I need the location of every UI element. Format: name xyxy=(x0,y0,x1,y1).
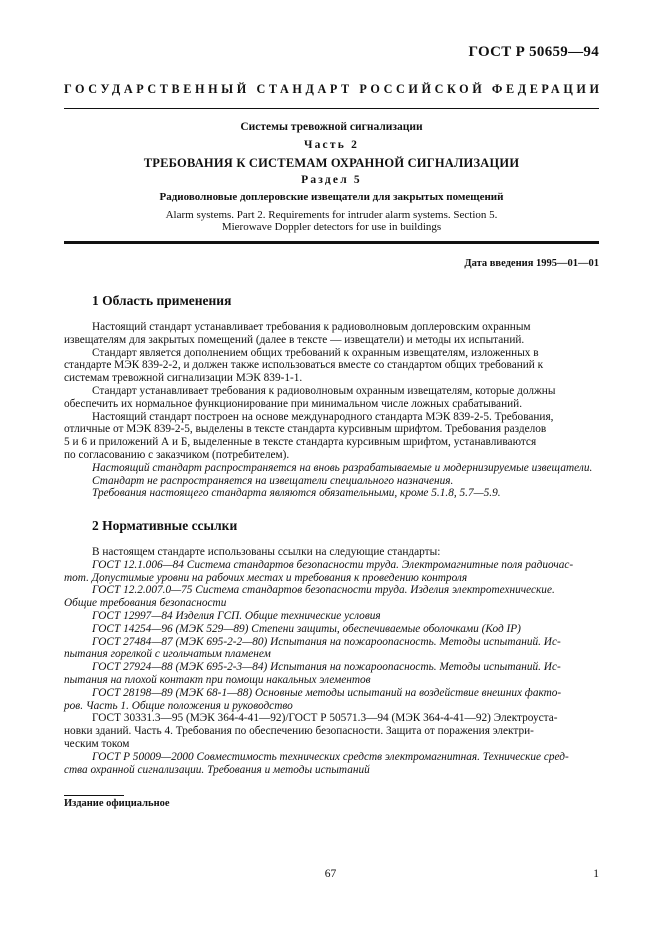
reference-line: ГОСТ 14254—96 (МЭК 529—89) Степени защиты, обеспечиваемые оболочками (Код IP) xyxy=(92,622,521,635)
title-english-line-2: Mierowave Doppler detectors for use in buildings xyxy=(221,221,442,233)
paragraph-line: В настоящем стандарте использованы ссылки на следующие стандарты: xyxy=(92,546,441,558)
paragraph-line: Настоящий стандарт построен на основе международного стандарта МЭК 839-2-5. Требования, xyxy=(92,410,554,423)
paragraph-line: по согласованию с заказчиком (потребителем). xyxy=(64,448,290,461)
edition-divider xyxy=(64,795,124,796)
paragraph-line: Стандарт устанавливает требования к радиоволновым охранным извещателям, которые должны xyxy=(92,384,556,397)
title-requirements: ТРЕБОВАНИЯ К СИСТЕМАМ ОХРАННОЙ СИГНАЛИЗАЦИИ xyxy=(143,156,520,170)
paragraph-line: Настоящий стандарт распространяется на вновь разрабатываемые и модернизируемые извещатели. xyxy=(92,461,593,474)
paragraph-line: Стандарт не распространяется на извещатели специального назначения. xyxy=(92,474,454,487)
title-section: Раздел 5 xyxy=(301,174,362,186)
reference-line: пытания на плохой контакт при помощи накальных элементов xyxy=(64,673,371,686)
reference-line: Общие требования безопасности xyxy=(64,597,227,610)
title-divider xyxy=(64,241,599,244)
introduction-date: Дата введения 1995—01—01 xyxy=(464,258,599,269)
title-systems: Системы тревожной сигнализации xyxy=(240,121,423,133)
reference-line: ГОСТ 12.1.006—84 Система стандартов безопасности труда. Электромагнитные поля радиочас- xyxy=(92,558,574,571)
paragraph-line: отличные от МЭК 839-2-5, выделены в тексте стандарта курсивным шрифтом. Требования разделов xyxy=(64,423,547,436)
paragraph-line: Требования настоящего стандарта являются обязательными, кроме 5.1.8, 5.7—5.9. xyxy=(92,487,501,500)
reference-line: ства охранной сигнализации. Требования и методы испытаний xyxy=(64,763,370,776)
page-number-right: 1 xyxy=(593,868,599,880)
paragraph-line: Стандарт является дополнением общих требований к охранным извещателям, изложенных в xyxy=(92,346,539,359)
paragraph-line: извещателям для закрытых помещений (далее в тексте — извещатели) и методы их испытаний. xyxy=(64,333,525,346)
reference-line: ГОСТ 27484—87 (МЭК 695-2-2—80) Испытания на пожароопасность. Методы испытаний. Ис- xyxy=(92,635,561,648)
paragraph-line: системам тревожной сигнализации МЭК 839-1-1. xyxy=(64,372,303,385)
section-1-body xyxy=(64,321,599,500)
page-number-center: 67 xyxy=(324,868,337,880)
reference-line: новки зданий. Часть 4. Требования по обеспечению безопасности. Защита от поражения электри- xyxy=(64,725,534,738)
reference-line: ГОСТ 30331.3—95 (МЭК 364-4-41—92)/ГОСТ Р 50571.3—94 (МЭК 364-4-41—92) Электроуста- xyxy=(92,712,558,725)
section-2-body xyxy=(64,546,599,776)
section-2-title: 2 Нормативные ссылки xyxy=(92,518,238,533)
reference-line: ГОСТ 12.2.007.0—75 Система стандартов безопасности труда. Изделия электротехнические. xyxy=(92,584,555,597)
section-1-title: 1 Область применения xyxy=(92,293,232,308)
reference-line: ческим током xyxy=(64,737,130,750)
paragraph-line: стандарте МЭК 839-2-2, и должен также использоваться вместе со стандартом общих требований к xyxy=(64,359,544,372)
official-edition-label: Издание официальное xyxy=(64,798,170,809)
paragraph-line: обеспечить их нормальное функционирование при минимальном числе ложных срабатываний. xyxy=(64,397,523,410)
reference-line: ров. Часть 1. Общие положения и руководство xyxy=(64,699,293,712)
reference-line: тот. Допустимые уровни на рабочих местах и требования к проведению контроля xyxy=(64,571,468,584)
top-divider xyxy=(64,108,599,109)
reference-line: ГОСТ 27924—88 (МЭК 695-2-3—84) Испытания на пожароопасность. Методы испытаний. Ис- xyxy=(92,661,561,674)
gost-code: ГОСТ Р 50659—94 xyxy=(468,44,599,60)
government-standard-title: ГОСУДАРСТВЕННЫЙ СТАНДАРТ РОССИЙСКОЙ ФЕДЕРАЦИИ xyxy=(64,82,603,96)
paragraph-line: Настоящий стандарт устанавливает требования к радиоволновым доплеровским охранным xyxy=(92,321,531,333)
reference-line: пытания горелкой с игольчатым пламенем xyxy=(64,648,271,661)
reference-line: ГОСТ 28198—89 (МЭК 68-1—88) Основные методы испытаний на воздействие внешних факто- xyxy=(92,686,562,699)
reference-line: ГОСТ Р 50009—2000 Совместимость технических средств электромагнитная. Технические сред- xyxy=(92,750,569,763)
paragraph-line: 5 и 6 и приложений А и Б, выделенные в тексте стандарта курсивным шрифтом, устанавливаются xyxy=(64,436,537,449)
reference-line: ГОСТ 12997—84 Изделия ГСП. Общие технические условия xyxy=(92,609,381,622)
title-radio-detectors: Радиоволновые доплеровские извещатели для закрытых помещений xyxy=(159,191,504,203)
title-part: Часть 2 xyxy=(303,139,360,151)
title-english-line-1: Alarm systems. Part 2. Requirements for intruder alarm systems. Section 5. xyxy=(165,209,498,221)
